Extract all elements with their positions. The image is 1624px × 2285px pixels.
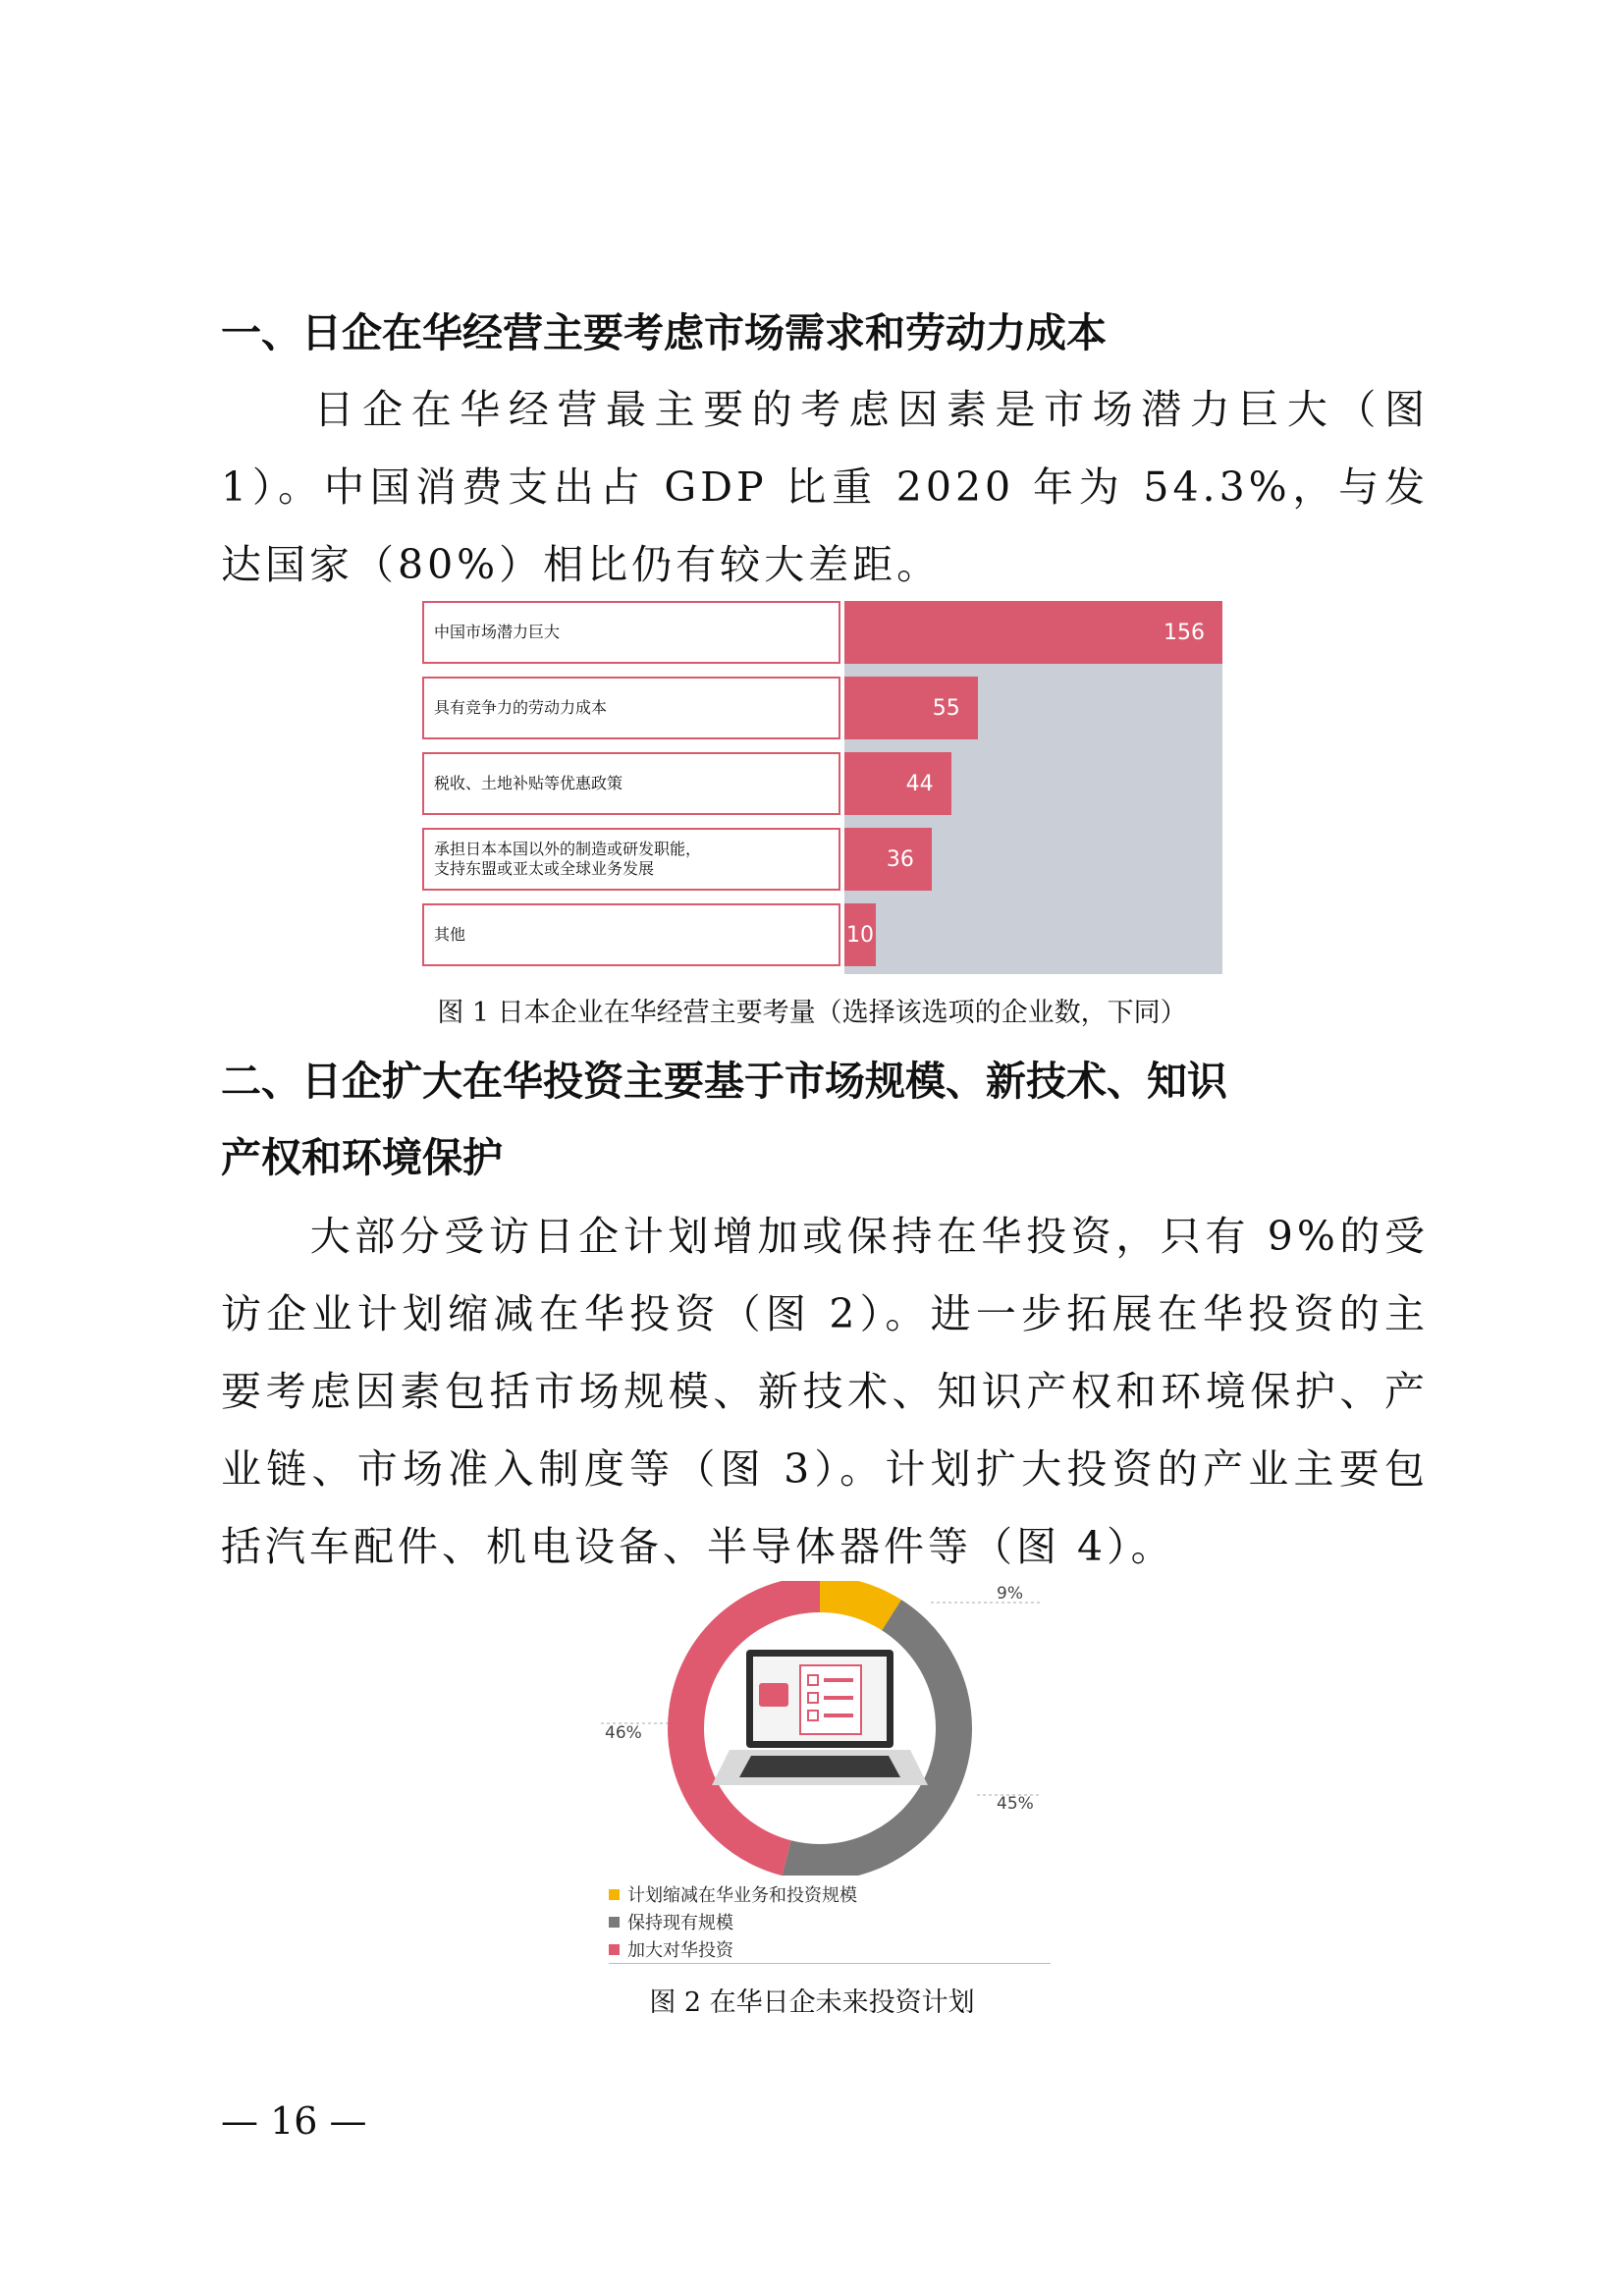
- bar-label: 承担日本本国以外的制造或研发职能， 支持东盟或亚太或全球业务发展: [422, 828, 840, 891]
- legend-item: [589, 1908, 1051, 1935]
- bar-label: 具有竞争力的劳动力成本: [422, 677, 840, 739]
- slice-percent-label: 9%: [997, 1584, 1023, 1604]
- section1-paragraph-text: 日企在华经营最主要的考虑因素是市场潜力巨大（图 1）。中国消费支出占 GDP 比重 2020 年为 54.3%，与发达国家（80%）相比仍有较大差距。: [221, 386, 1429, 588]
- slice-percent-label: 46%: [605, 1723, 642, 1743]
- slice-percent-label: 45%: [997, 1794, 1034, 1814]
- section1-heading: 一、日企在华经营主要考虑市场需求和劳动力成本: [221, 309, 1107, 356]
- section2-heading-line2: 产权和环境保护: [221, 1134, 503, 1181]
- section2-paragraph-text: 大部分受访日企计划增加或保持在华投资，只有 9%的受访企业计划缩减在华投资（图 2）。进一步拓展在华投资的主要考虑因素包括市场规模、新技术、知识产权和环境保护、产业链、市场准入制度等（图 3）。计划扩大投资的产业主要包括汽车配件、机电设备、半导体器件等（图 4）。: [221, 1213, 1429, 1570]
- legend-swatch: [609, 1944, 620, 1955]
- section1-paragraph: [221, 371, 1429, 604]
- figure2-caption: 图 2 在华日企未来投资计划: [649, 1987, 975, 2018]
- bar-label: 中国市场潜力巨大: [422, 601, 840, 664]
- bar-label: 其他: [422, 903, 840, 966]
- legend-item: [589, 1935, 1051, 1963]
- legend-swatch: [609, 1917, 620, 1928]
- legend-label: 计划缩减在华业务和投资规模: [627, 1885, 857, 1906]
- laptop-icon: [710, 1618, 930, 1838]
- bar: 156: [844, 601, 1222, 664]
- section2-heading: [221, 1043, 1429, 1196]
- bar: 36: [844, 828, 932, 891]
- legend-item: [589, 1880, 1051, 1908]
- figure1-bar-chart: [422, 601, 1222, 974]
- bar: 10: [844, 903, 876, 966]
- donut-svg: [589, 1581, 1051, 1876]
- page-number: — 16 —: [221, 2099, 367, 2143]
- legend-swatch: [609, 1889, 620, 1900]
- bar: 55: [844, 677, 978, 739]
- bar: 44: [844, 752, 951, 815]
- legend-label: 保持现有规模: [627, 1913, 733, 1933]
- section2-paragraph: [221, 1198, 1429, 1586]
- bar-label: 税收、土地补贴等优惠政策: [422, 752, 840, 815]
- figure1-caption: 图 1 日本企业在华经营主要考量（选择该选项的企业数，下同）: [437, 998, 1187, 1028]
- figure2-legend: [589, 1880, 1051, 1963]
- legend-label: 加大对华投资: [627, 1940, 733, 1961]
- section2-heading-line1: 二、日企扩大在华投资主要基于市场规模、新技术、知识: [221, 1058, 1227, 1105]
- legend-divider: [609, 1963, 1051, 1964]
